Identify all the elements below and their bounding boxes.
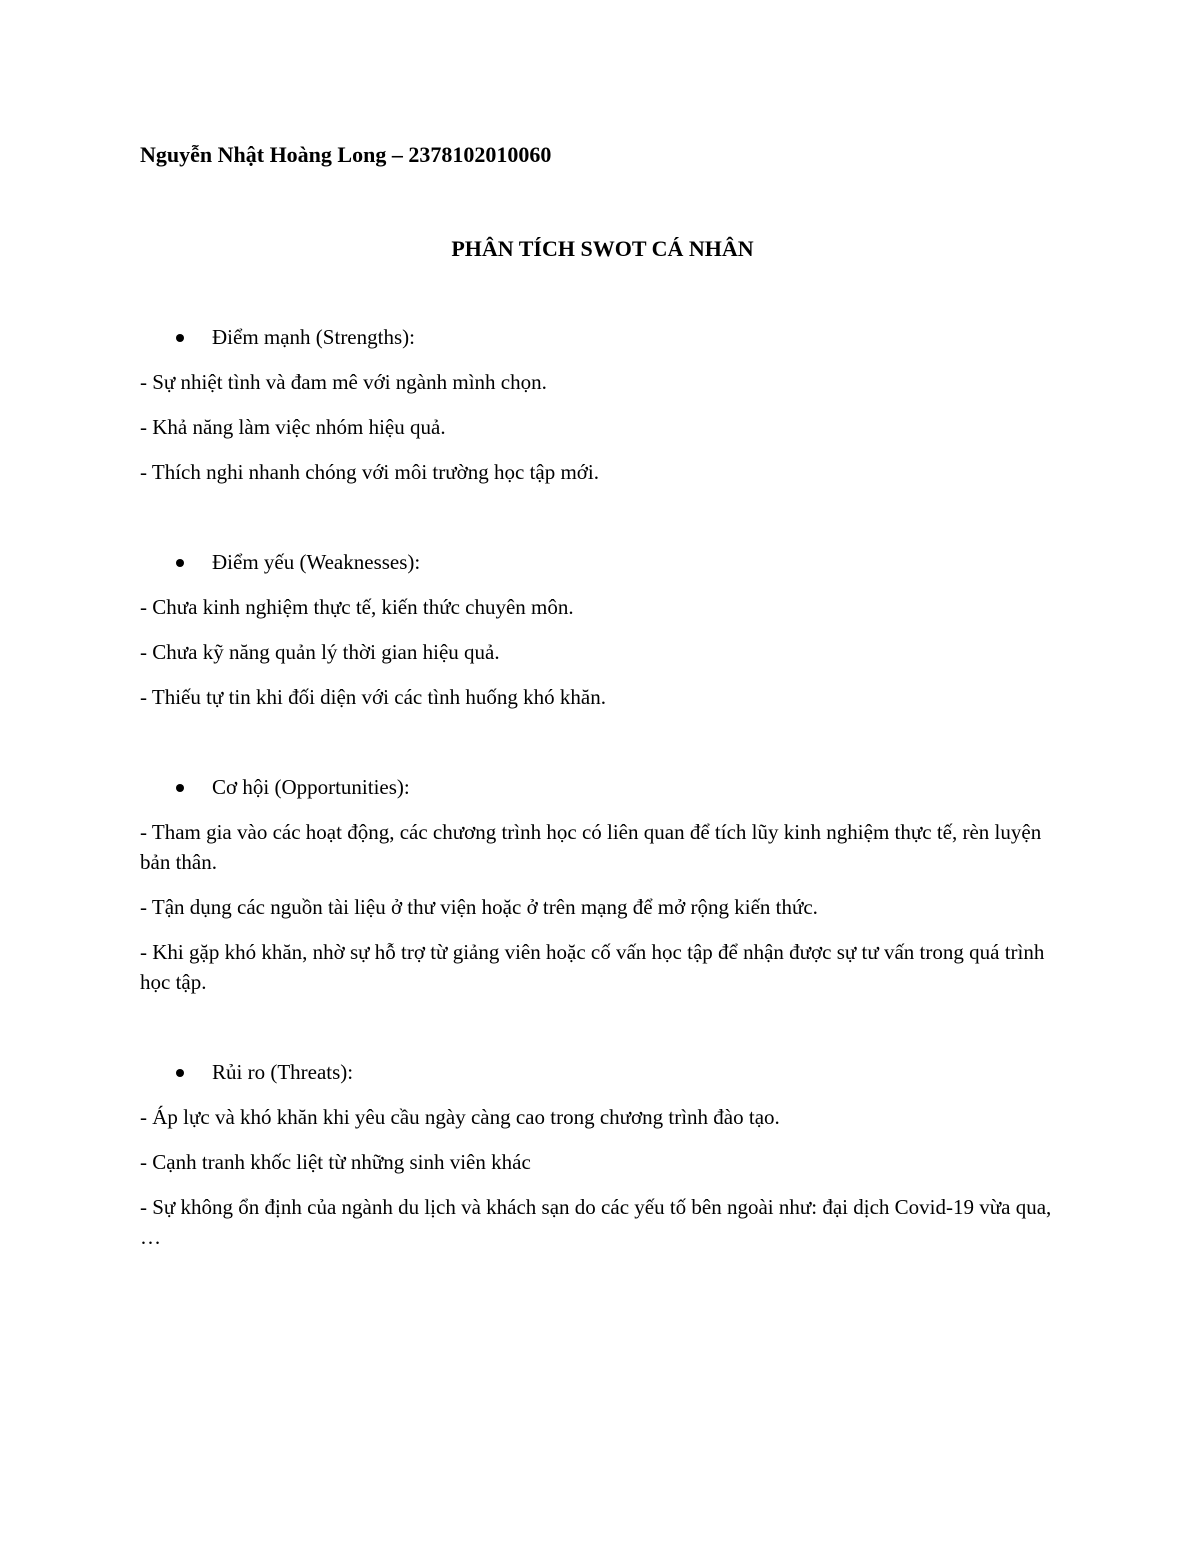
section-heading bbox=[140, 772, 1065, 802]
section-opportunities bbox=[140, 772, 1065, 997]
section-heading bbox=[140, 547, 1065, 577]
section-heading-text: Điểm yếu (Weaknesses): bbox=[212, 550, 421, 574]
list-item: - Tham gia vào các hoạt động, các chương trình học có liên quan để tích lũy kinh nghiệm thực tế, rèn luyện bản thân. bbox=[140, 820, 1042, 874]
section-threats bbox=[140, 1057, 1065, 1252]
section-heading-text: Điểm mạnh (Strengths): bbox=[212, 325, 415, 349]
list-item: - Áp lực và khó khăn khi yêu cầu ngày càng cao trong chương trình đào tạo. bbox=[140, 1105, 780, 1129]
bullet-icon bbox=[176, 334, 184, 342]
document-content bbox=[140, 140, 1065, 1252]
author-line: Nguyễn Nhật Hoàng Long – 2378102010060 bbox=[140, 142, 552, 167]
bullet-icon bbox=[176, 559, 184, 567]
bullet-icon bbox=[176, 784, 184, 792]
section-strengths bbox=[140, 322, 1065, 487]
section-heading-text: Cơ hội (Opportunities): bbox=[212, 775, 410, 799]
document-title: PHÂN TÍCH SWOT CÁ NHÂN bbox=[451, 236, 754, 261]
list-item: - Chưa kinh nghiệm thực tế, kiến thức chuyên môn. bbox=[140, 595, 574, 619]
list-item: - Khả năng làm việc nhóm hiệu quả. bbox=[140, 415, 446, 439]
list-item: - Chưa kỹ năng quản lý thời gian hiệu quả. bbox=[140, 640, 500, 664]
list-item: - Sự không ổn định của ngành du lịch và khách sạn do các yếu tố bên ngoài như: đại dịch Covid-19 vừa qua, … bbox=[140, 1195, 1052, 1249]
section-weaknesses bbox=[140, 547, 1065, 712]
list-item: - Sự nhiệt tình và đam mê với ngành mình chọn. bbox=[140, 370, 547, 394]
section-heading bbox=[140, 322, 1065, 352]
list-item: - Khi gặp khó khăn, nhờ sự hỗ trợ từ giảng viên hoặc cố vấn học tập để nhận được sự tư vấn trong quá trình học tập. bbox=[140, 940, 1045, 994]
list-item: - Thiếu tự tin khi đối diện với các tình huống khó khăn. bbox=[140, 685, 606, 709]
list-item: - Thích nghi nhanh chóng với môi trường học tập mới. bbox=[140, 460, 599, 484]
bullet-icon bbox=[176, 1069, 184, 1077]
section-heading-text: Rủi ro (Threats): bbox=[212, 1060, 354, 1084]
section-heading bbox=[140, 1057, 1065, 1087]
list-item: - Cạnh tranh khốc liệt từ những sinh viên khác bbox=[140, 1150, 531, 1174]
list-item: - Tận dụng các nguồn tài liệu ở thư viện hoặc ở trên mạng để mở rộng kiến thức. bbox=[140, 895, 818, 919]
